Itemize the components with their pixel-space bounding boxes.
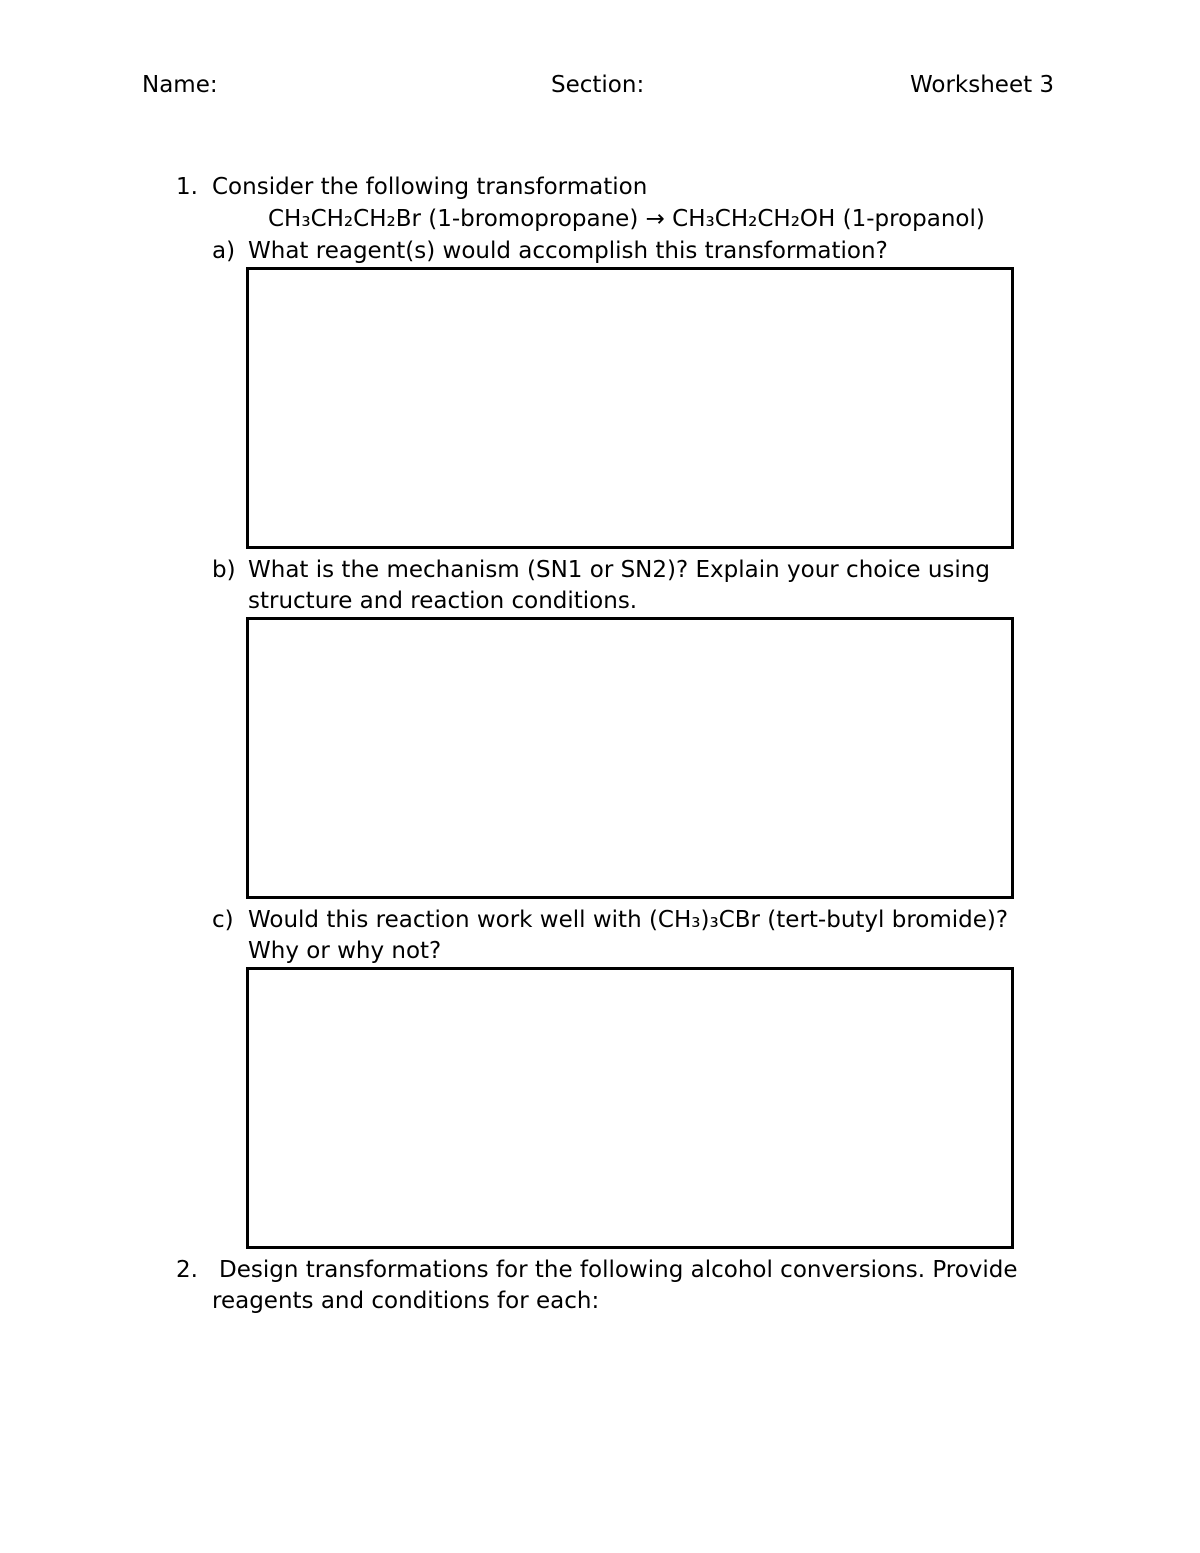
part-c-question-line-1: Would this reaction work well with (CH₃)₃CBr (tert-butyl bromide)? [248,907,1009,933]
question-2-number: 2. [176,1257,198,1283]
part-c-question-line-2: Why or why not? [248,938,442,964]
question-1-prompt: Consider the following transformation [212,174,648,200]
question-2-line-1: Design transformations for the following alcohol conversions. Provide [219,1257,1018,1283]
name-label: Name: [142,72,218,98]
worksheet-title: Worksheet 3 [910,72,1055,98]
question-1-number: 1. [176,174,198,200]
answer-box-a[interactable] [246,267,1014,549]
answer-box-c[interactable] [246,967,1014,1249]
section-label: Section: [551,72,645,98]
part-b-marker: b) [212,557,236,583]
part-a-marker: a) [212,238,236,264]
part-a-question: What reagent(s) would accomplish this transformation? [248,238,888,264]
part-c-marker: c) [212,907,234,933]
part-b-question-line-1: What is the mechanism (SN1 or SN2)? Explain your choice using [248,557,990,583]
part-b-question-line-2: structure and reaction conditions. [248,588,638,614]
question-2-line-2: reagents and conditions for each: [212,1288,600,1314]
answer-box-b[interactable] [246,617,1014,899]
reaction-equation: CH₃CH₂CH₂Br (1-bromopropane) → CH₃CH₂CH₂OH (1-propanol) [268,206,985,232]
